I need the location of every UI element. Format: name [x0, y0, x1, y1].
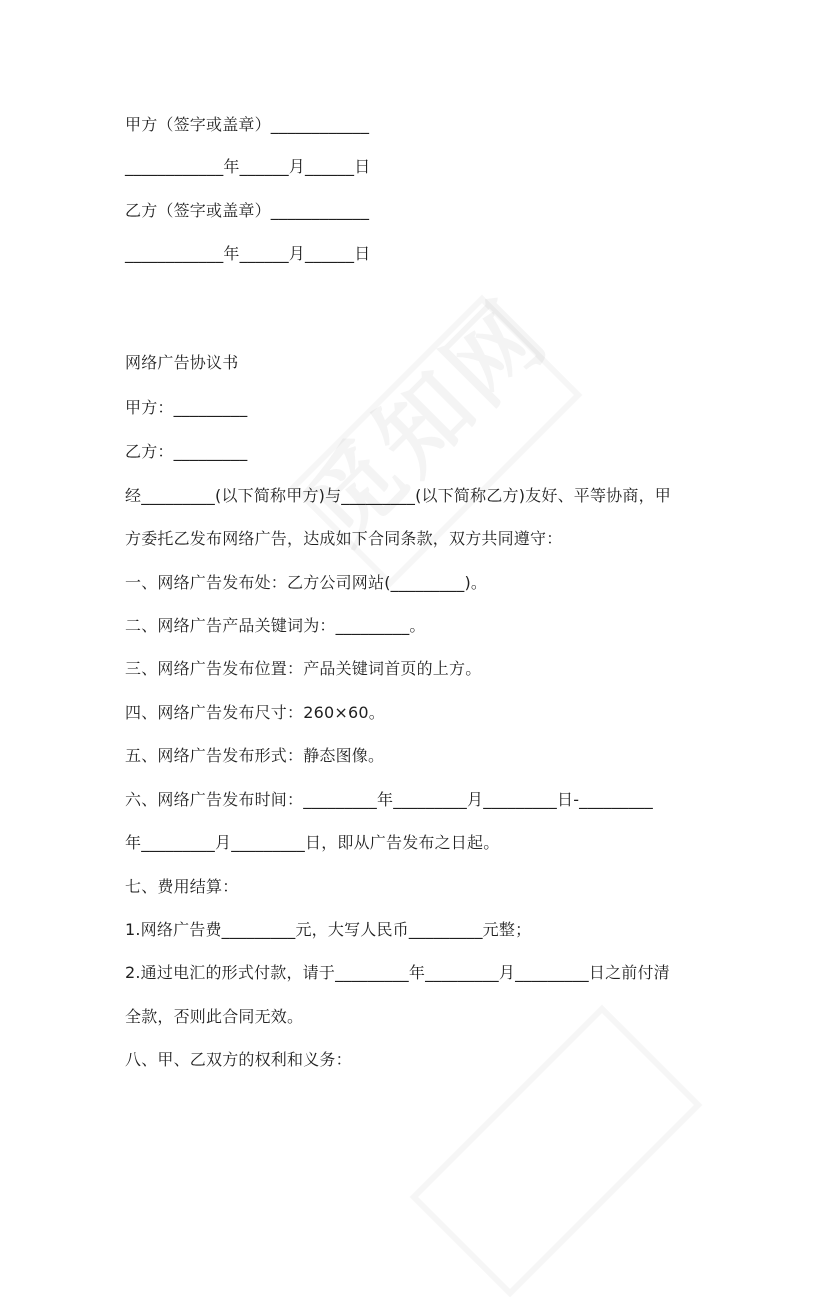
clause-6-line-2: 年_________月_________日，即从广告发布之日起。 — [125, 833, 500, 852]
clause-5: 五、网络广告发布形式：静态图像。 — [125, 746, 385, 765]
party-b-signature-line: 乙方（签字或盖章）____________ — [125, 201, 370, 220]
watermark-frame-bottom — [410, 1005, 703, 1297]
clause-7-2-line-1: 2.通过电汇的形式付款，请于_________年_________月_________日之前付清 — [125, 963, 670, 982]
party-b-date-line: ____________年______月______日 — [125, 244, 371, 263]
party-a-line: 甲方：_________ — [125, 398, 248, 417]
clause-8: 八、甲、乙双方的权利和义务： — [125, 1050, 352, 1069]
clause-7-1: 1.网络广告费_________元，大写人民币_________元整； — [125, 920, 532, 939]
clause-3: 三、网络广告发布位置：产品关键词首页的上方。 — [125, 659, 482, 678]
party-a-date-line: ____________年______月______日 — [125, 157, 371, 176]
party-a-signature-line: 甲方（签字或盖章）____________ — [125, 115, 370, 134]
clause-6-line-1: 六、网络广告发布时间：_________年_________月_________日-_________ — [125, 790, 653, 809]
party-b-line: 乙方：_________ — [125, 442, 248, 461]
agreement-title: 网络广告协议书 — [125, 353, 239, 372]
clause-2: 二、网络广告产品关键词为：_________。 — [125, 616, 426, 635]
clause-4: 四、网络广告发布尺寸：260×60。 — [125, 703, 385, 722]
clause-1: 一、网络广告发布处：乙方公司网站(_________)。 — [125, 573, 488, 592]
clause-7-2-line-2: 全款，否则此合同无效。 — [125, 1007, 304, 1026]
intro-paragraph-line-2: 方委托乙发布网络广告，达成如下合同条款，双方共同遵守： — [125, 529, 563, 548]
intro-paragraph-line-1: 经_________(以下简称甲方)与_________(以下简称乙方)友好、平等协商，甲 — [125, 486, 671, 505]
clause-7: 七、费用结算： — [125, 877, 239, 896]
